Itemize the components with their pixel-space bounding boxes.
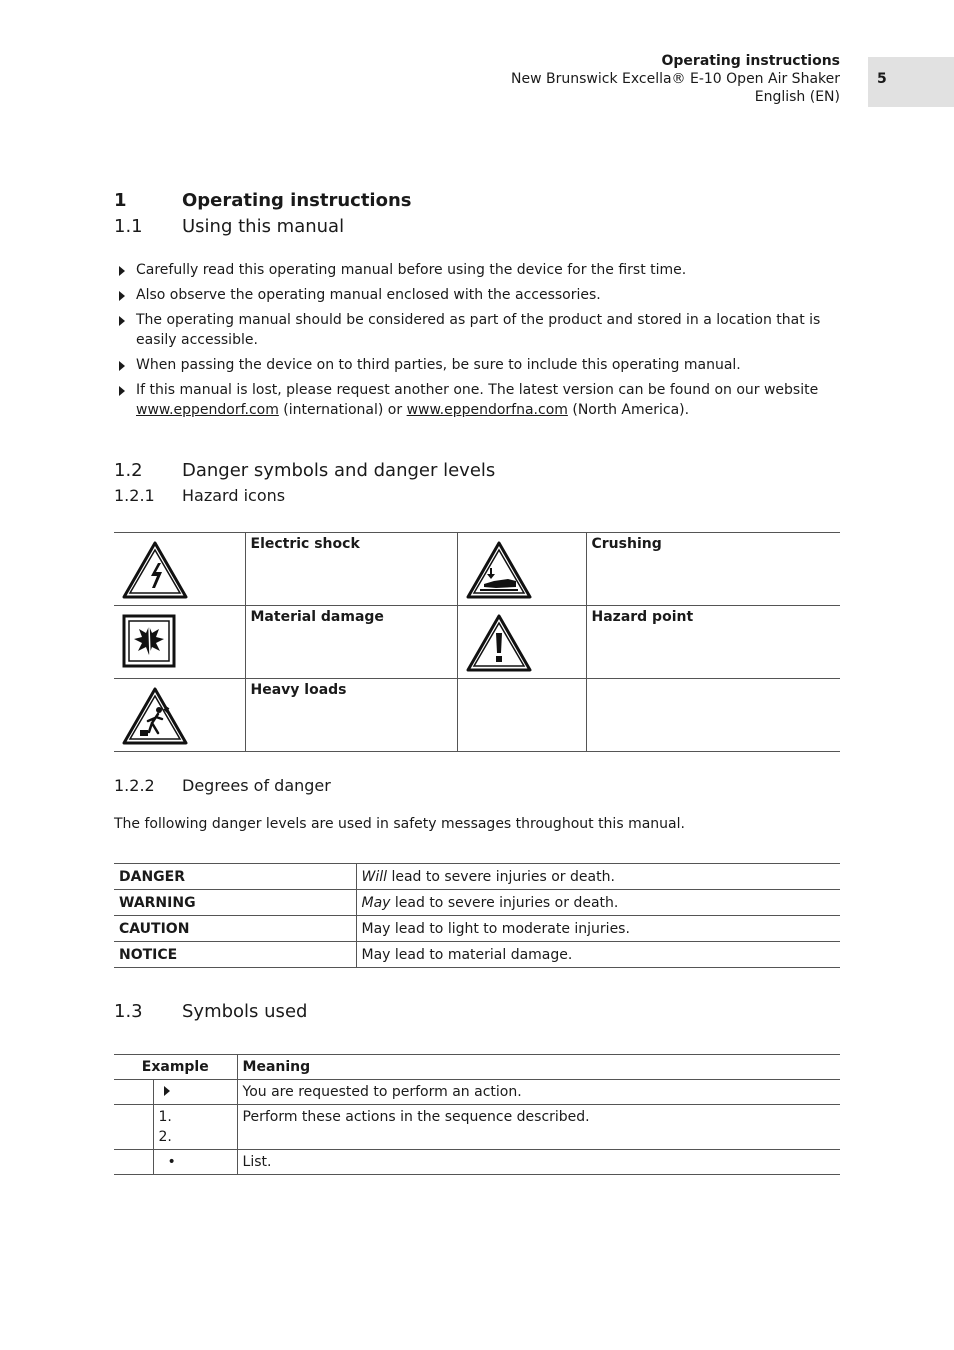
- table-row: [114, 1080, 840, 1105]
- list-item: [114, 355, 840, 375]
- emphasis-text: Will: [361, 868, 388, 885]
- table-row: [114, 679, 840, 752]
- header-language: English (EN): [754, 89, 840, 105]
- material-damage-icon: [122, 614, 178, 670]
- action-arrow-icon: [119, 291, 125, 301]
- hazard-label: Hazard point: [586, 606, 840, 679]
- example-cell: [153, 1080, 237, 1105]
- section-1-2-1-title: Hazard icons: [182, 486, 286, 505]
- hazard-label: Material damage: [245, 606, 457, 679]
- table-row: [114, 1150, 840, 1175]
- step-number: 1.: [158, 1109, 172, 1125]
- section-1-3-number: 1.3: [114, 1001, 143, 1022]
- heavy-loads-icon: [122, 687, 188, 745]
- table-row: [114, 890, 840, 916]
- list-item: [114, 380, 840, 420]
- meaning-cell: Perform these actions in the sequence described.: [237, 1105, 840, 1150]
- column-header-meaning: Meaning: [237, 1055, 840, 1080]
- action-arrow-icon: [119, 266, 125, 276]
- section-1-2-number: 1.2: [114, 460, 143, 481]
- hazard-icons-table: [114, 532, 840, 752]
- description-text: May lead to material damage.: [361, 946, 573, 963]
- action-arrow-icon: [119, 361, 125, 371]
- table-header-row: [114, 1055, 840, 1080]
- list-item-text: (international) or: [278, 402, 407, 418]
- empty-cell: [114, 1150, 153, 1175]
- hazard-point-icon: [466, 614, 532, 672]
- danger-levels-intro: The following danger levels are used in safety messages throughout this manual.: [114, 816, 685, 832]
- electric-shock-icon: [122, 541, 188, 599]
- table-row: [114, 942, 840, 968]
- section-1-3-title: Symbols used: [182, 1001, 308, 1022]
- hazard-icon-cell: [114, 533, 245, 606]
- section-1-1-number: 1.1: [114, 216, 143, 237]
- description-text: lead to severe injuries or death.: [390, 894, 619, 911]
- action-arrow-icon: [164, 1086, 170, 1096]
- section-1-title: Operating instructions: [182, 190, 412, 211]
- list-item-text: The operating manual should be considered as part of the product and stored in a location that is easily accessible.: [136, 312, 821, 348]
- meaning-cell: List.: [237, 1150, 840, 1175]
- empty-cell: [114, 1105, 153, 1150]
- danger-levels-table: [114, 863, 840, 968]
- section-1-2-title: Danger symbols and danger levels: [182, 460, 496, 481]
- table-row: [114, 606, 840, 679]
- manual-usage-list: [114, 260, 840, 425]
- hazard-label: Heavy loads: [245, 679, 457, 752]
- table-row: [114, 916, 840, 942]
- section-1-2-2-title: Degrees of danger: [182, 776, 331, 795]
- hazard-icon-cell: [114, 679, 245, 752]
- column-header-example: Example: [114, 1055, 237, 1080]
- action-arrow-icon: [119, 316, 125, 326]
- header-document-type: Operating instructions: [661, 53, 840, 69]
- danger-level: CAUTION: [114, 916, 356, 942]
- hazard-icon-cell: [457, 606, 586, 679]
- list-item: [114, 285, 840, 305]
- section-1-2-1-number: 1.2.1: [114, 486, 155, 505]
- eppendorf-link[interactable]: www.eppendorf.com: [136, 402, 279, 418]
- danger-description: [356, 916, 840, 942]
- example-cell: [153, 1105, 237, 1150]
- empty-cell: [114, 1080, 153, 1105]
- page-number: 5: [877, 71, 887, 87]
- table-row: [114, 533, 840, 606]
- list-item-text: When passing the device on to third parties, be sure to include this operating manual.: [136, 357, 741, 373]
- danger-level: DANGER: [114, 864, 356, 890]
- emphasis-text: May: [361, 894, 391, 911]
- section-1-number: 1: [114, 190, 127, 211]
- danger-description: [356, 942, 840, 968]
- meaning-cell: You are requested to perform an action.: [237, 1080, 840, 1105]
- hazard-icon-cell: [114, 606, 245, 679]
- hazard-label: Electric shock: [245, 533, 457, 606]
- empty-cell: [586, 679, 840, 752]
- danger-description: [356, 890, 840, 916]
- hazard-icon-cell: [457, 533, 586, 606]
- page-tab: [868, 57, 954, 107]
- header-product-name: New Brunswick Excella® E-10 Open Air Shaker: [511, 71, 840, 87]
- example-cell: •: [153, 1150, 237, 1175]
- description-text: May lead to light to moderate injuries.: [361, 920, 630, 937]
- step-number: 2.: [158, 1129, 172, 1145]
- table-row: [114, 1105, 840, 1150]
- list-item: [114, 310, 840, 350]
- symbols-table: [114, 1054, 840, 1175]
- list-item-text: Carefully read this operating manual before using the device for the first time.: [136, 262, 687, 278]
- empty-cell: [457, 679, 586, 752]
- danger-level: NOTICE: [114, 942, 356, 968]
- list-item-text: If this manual is lost, please request another one. The latest version can be found on our website: [136, 382, 819, 398]
- list-item-text: Also observe the operating manual enclosed with the accessories.: [136, 287, 601, 303]
- list-item-text: (North America).: [567, 402, 690, 418]
- crushing-icon: [466, 541, 532, 599]
- table-row: [114, 864, 840, 890]
- section-1-1-title: Using this manual: [182, 216, 345, 237]
- eppendorfna-link[interactable]: www.eppendorfna.com: [406, 402, 568, 418]
- section-1-2-2-number: 1.2.2: [114, 776, 155, 795]
- list-item: [114, 260, 840, 280]
- description-text: lead to severe injuries or death.: [387, 868, 615, 885]
- hazard-label: Crushing: [586, 533, 840, 606]
- danger-level: WARNING: [114, 890, 356, 916]
- action-arrow-icon: [119, 386, 125, 396]
- danger-description: [356, 864, 840, 890]
